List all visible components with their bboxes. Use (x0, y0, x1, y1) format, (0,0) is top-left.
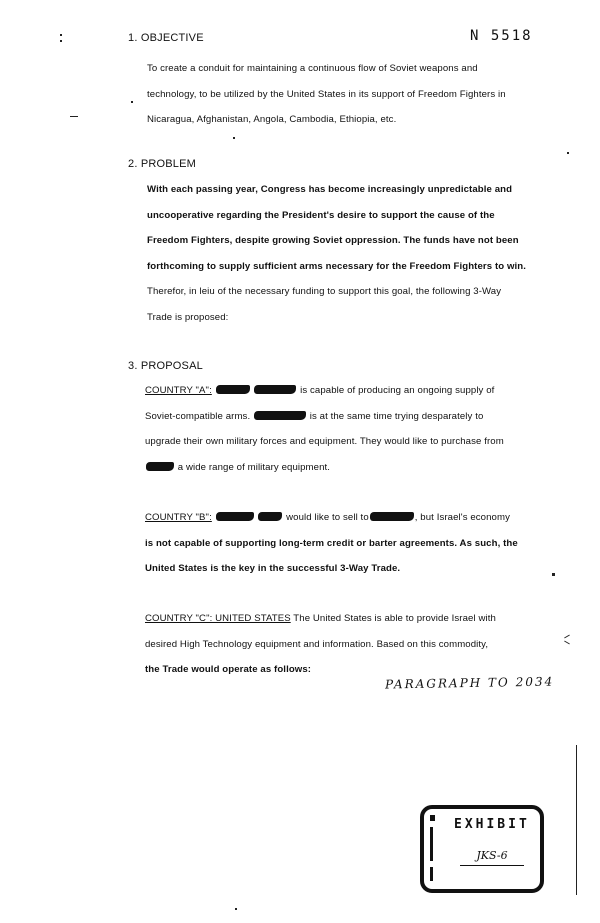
problem-line: Therefor, in leiu of the necessary funding to support this goal, the following 3-Way (147, 286, 502, 297)
handwritten-note: PARAGRAPH TO 2034 (384, 674, 555, 692)
problem-paragraph (147, 177, 526, 330)
margin-speck (567, 152, 569, 154)
country-b-paragraph (145, 505, 518, 582)
country-b-text: would like to sell to (286, 512, 369, 523)
redaction-mark (258, 512, 282, 521)
country-b-label: COUNTRY "B": (145, 512, 212, 523)
country-c-line: the Trade would operate as follows: (145, 664, 312, 675)
margin-speck (235, 908, 237, 910)
margin-speck (552, 573, 555, 576)
redaction-mark (146, 462, 174, 471)
country-b-line: United States is the key in the successful 3-Way Trade. (145, 563, 401, 574)
country-a-line (145, 378, 504, 404)
problem-line: uncooperative regarding the President's desire to support the cause of the (147, 209, 495, 221)
redaction-mark (254, 411, 306, 420)
problem-heading: 2. PROBLEM (128, 158, 197, 170)
country-a-paragraph (145, 378, 504, 480)
country-b-line (145, 505, 518, 531)
country-c-line (145, 606, 496, 632)
objective-line: technology, to be utilized by the United States in its support of Freedom Fighters in (147, 88, 506, 100)
country-c-paragraph (145, 606, 496, 683)
margin-speck (60, 40, 62, 42)
problem-line: forthcoming to supply sufficient arms necessary for the Freedom Fighters to win. (147, 260, 527, 272)
objective-paragraph (147, 56, 506, 133)
exhibit-code-underline (460, 865, 524, 866)
country-c-line: desired High Technology equipment and information. Based on this commodity, (145, 638, 489, 650)
margin-speck (564, 641, 570, 645)
margin-speck (70, 116, 78, 117)
objective-heading: 1. OBJECTIVE (128, 32, 204, 44)
redaction-mark (254, 385, 296, 394)
problem-line: With each passing year, Congress has become increasingly unpredictable and (147, 184, 513, 195)
exhibit-code: JKS-6 (476, 849, 508, 862)
margin-speck (60, 34, 62, 36)
proposal-heading: 3. PROPOSAL (128, 360, 203, 372)
country-a-line (145, 404, 504, 430)
exhibit-title: EXHIBIT (454, 817, 530, 832)
objective-line: To create a conduit for maintaining a continuous flow of Soviet weapons and (147, 63, 478, 74)
document-number: N 5518 (470, 28, 533, 44)
country-b-text: , but Israel's economy (414, 512, 510, 523)
problem-line: Trade is proposed: (147, 311, 229, 323)
country-a-line (145, 455, 504, 481)
country-a-text: is capable of producing an ongoing supply of (300, 385, 495, 396)
redaction-mark (216, 385, 250, 394)
country-c-text: The United States is able to provide Israel with (293, 613, 496, 624)
exhibit-stamp (420, 805, 544, 893)
problem-line: Freedom Fighters, despite growing Soviet oppression. The funds have not been (147, 235, 519, 246)
redaction-mark (370, 512, 414, 521)
country-c-label: COUNTRY "C": UNITED STATES (145, 613, 291, 624)
margin-speck (233, 137, 235, 139)
country-a-line: upgrade their own military forces and equipment. They would like to purchase from (145, 436, 504, 447)
country-b-line: is not capable of supporting long-term credit or barter agreements. As such, the (145, 537, 518, 549)
redaction-mark (216, 512, 254, 521)
country-a-text: a wide range of military equipment. (177, 461, 331, 473)
stamp-sidebar (428, 815, 438, 885)
scan-edge-line (576, 745, 577, 895)
objective-line: Nicaragua, Afghanistan, Angola, Cambodia, Ethiopia, etc. (147, 114, 397, 125)
stamp-mark (430, 827, 433, 861)
country-a-text: Soviet-compatible arms. (145, 410, 251, 422)
stamp-mark (430, 867, 433, 881)
country-a-label: COUNTRY "A": (145, 385, 212, 396)
country-a-text: is at the same time trying desparately to (309, 410, 484, 422)
margin-speck (564, 635, 570, 639)
margin-speck (131, 101, 133, 103)
stamp-mark (430, 815, 435, 821)
